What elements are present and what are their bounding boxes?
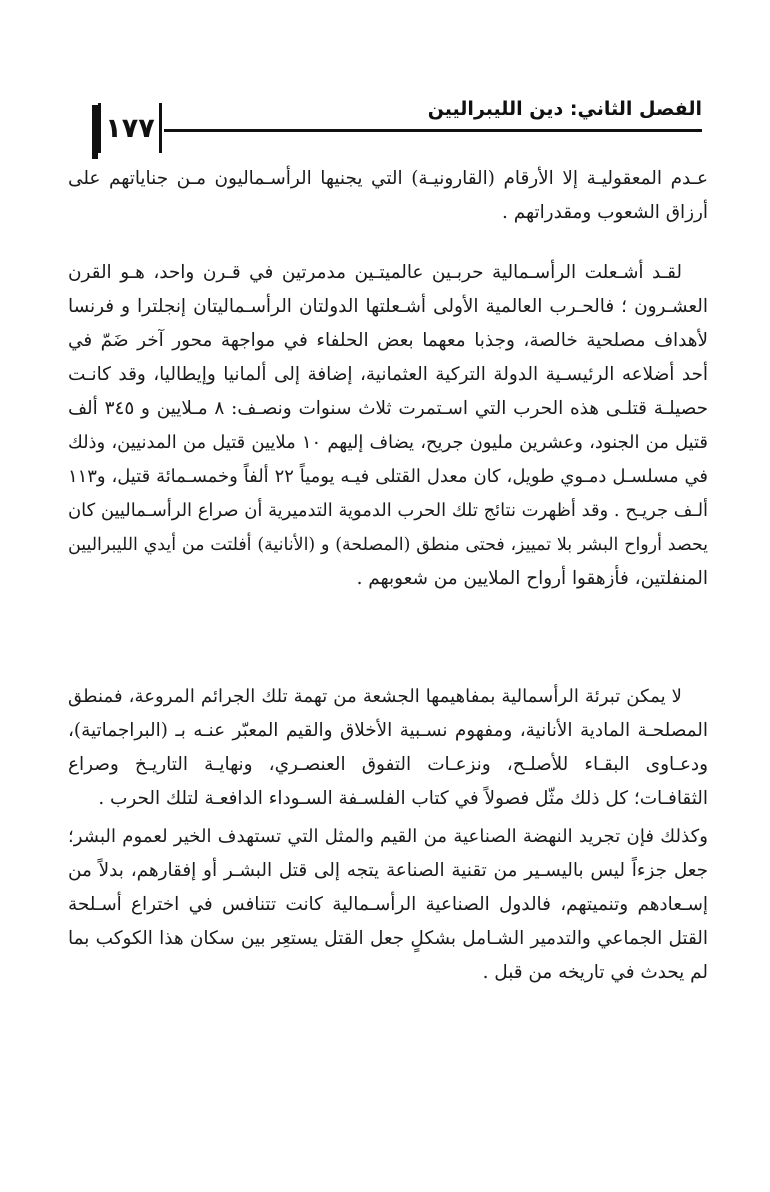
running-title: الفصل الثاني: دين الليبراليين [427,98,702,120]
page-number: ١٧٧ [105,112,155,144]
text-line: قتيل من الجنود، وعشرين مليون جريح، يضاف إليهم ١٠ ملايين قتيل من المدنيين، وذلك [68,432,708,453]
text-line: المصلحـة المادية الأنانية، ومفهوم نسـبية الأخلاق والقيم المعبّر عنـه بـ (البراجماتية)، [68,720,708,741]
paragraph-2 [68,256,708,596]
text-line: إسـعادهم وتنميتهم، فالدول الصناعية الرأسـمالية كانت تتنافس في اختراع أسـلحة [68,894,708,915]
text-line: ألـف جريـح . وقد أظهرت نتائج تلك الحرب الدموية التدميرية أن صراع الرأسـماليين كان [68,500,708,521]
text-line: ودعـاوى البقـاء للأصلـح، ونزعـات التفوق العنصـري، ونهايـة التاريـخ وصراع [68,754,708,775]
text-line: أرزاق الشعوب ومقدراتهم . [502,202,708,223]
page-number-box [98,103,162,153]
text-line: يحصد أرواح البشر بلا تمييز، فحتى منطق (المصلحة) و (الأنانية) أفلتت من أيدي الليبراليين [68,535,708,555]
text-line: العشـرون ؛ فالحـرب العالمية الأولى أشـعلتها الدولتان الرأسـماليتان إنجلترا و فرنسا [68,296,708,317]
text-line: لأهداف مصلحية خالصة، وجذبا معهما بعض الحلفاء في مواجهة محور آخر ضَمّ في [68,330,708,351]
text-line: الثقافـات؛ كل ذلك مثّل فصولاً في كتاب الفلسـفة السـوداء الدافعـة لتلك الحرب . [98,788,708,809]
text-line: المنفلتين، فأزهقوا أرواح الملايين من شعوبهم . [356,568,708,589]
text-line: جعل جزءاً ليس باليسـير من تقنية الصناعة يتجه إلى قتل البشـر أو إفقارهم، بدلاً من [68,860,708,881]
text-line: لا يمكن تبرئة الرأسمالية بمفاهيمها الجشعة من تهمة تلك الجرائم المروعة، فمنطق [68,686,682,707]
paragraph-3 [68,680,708,816]
text-line: القتل الجماعي والتدمير الشـامل بشكلٍ جعل القتل يستعِر بين سكان هذا الكوكب بما [68,928,708,949]
text-line: وكذلك فإن تجريد النهضة الصناعية من القيم والمثل التي تستهدف الخير لعموم البشر؛ [68,826,708,847]
header-rule [164,129,702,132]
text-line: أحد أضلاعه الرئيسـية الدولة التركية العثمانية، إضافة إلى ألمانيا وإيطاليا، وقد كانـت [68,364,708,385]
text-line: في مسلسـل دمـوي طويل، كان معدل القتلى فيـه يومياً ٢٢ ألفاً وخمسـمائة قتيل، و١١٣ [68,466,708,487]
text-line: لم يحدث في تاريخه من قبل . [482,962,708,983]
text-line: لقـد أشـعلت الرأسـمالية حربـين عالميتـين مدمرتين في قـرن واحد، هـو القرن [68,262,682,283]
paragraph-4 [68,820,708,990]
text-line: حصيلـة قتلـى هذه الحرب التي اسـتمرت ثلاث سنوات ونصـف: ٨ مـلايين و ٣٤٥ ألف [68,398,708,419]
text-line: عـدم المعقوليـة إلا الأرقام (القارونيـة) التي يجنيها الرأسـماليون مـن جناياتهم على [68,168,708,189]
paragraph-1 [68,162,708,230]
